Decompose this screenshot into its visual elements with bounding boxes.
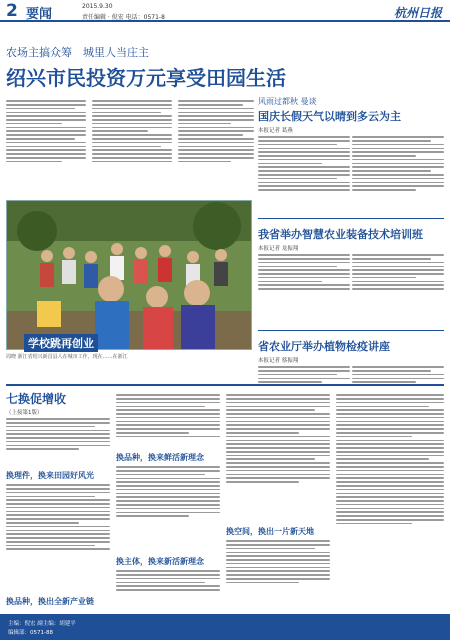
training-body-col2 (352, 252, 444, 292)
training-byline: 本报记者 龙振翔 (258, 246, 299, 252)
subhead-4: 换品种，换出全新产业链 (6, 597, 94, 606)
weather-body-col2 (352, 134, 444, 193)
subhead-2: 换品种，换来鲜活新理念 (116, 453, 204, 462)
quarantine-body-col2 (352, 364, 444, 385)
photo-tag: 学校跳再创业 (24, 334, 98, 352)
bottom-col2-mid (116, 464, 220, 519)
lead-photo (6, 200, 252, 350)
lead-body-col2 (92, 98, 172, 164)
subhead-3: 换主体，换来新活新理念 (116, 557, 204, 566)
footer-editors: 主编：倪宏 副主编：胡建平 (8, 621, 76, 627)
bottom-story-headline: 七换促增收 (6, 392, 67, 406)
quarantine-headline: 省农业厅举办植物检疫讲座 (258, 340, 390, 353)
weather-body-col1 (258, 134, 350, 193)
bottom-col2 (116, 392, 220, 440)
section-divider (6, 384, 444, 386)
bottom-col1-mid (6, 482, 110, 552)
bottom-col3 (226, 392, 330, 485)
issue-date: 2015.9.30 (82, 3, 113, 10)
footer-contact: 编辑部：0571-88 (8, 630, 53, 636)
page-number: 2 (6, 1, 18, 21)
section-title: 要闻 (26, 7, 53, 22)
bottom-col3-low (226, 538, 330, 586)
editor-line: 责任编辑 · 倪宏 电话：0571-8 (82, 14, 165, 21)
side-divider (258, 330, 444, 331)
lead-body-col1 (6, 98, 86, 164)
photo-caption: 周晓 浙江省绍兴新昌县人在城市工作，现在……在浙江 (6, 354, 128, 360)
lead-headline: 绍兴市民投资万元享受田园生活 (6, 66, 286, 90)
training-headline: 我省举办智慧农业装备技术培训班 (258, 228, 423, 241)
bottom-col1-top (6, 416, 110, 452)
bottom-story-byline: （上接第1版） (6, 410, 43, 416)
lead-body-col3 (178, 98, 254, 164)
side-divider (258, 218, 444, 219)
weather-byline: 本报记者 葛燕 (258, 128, 293, 134)
weather-headline: 国庆长假天气以晴到多云为主 (258, 110, 401, 123)
subhead-5: 换空间，换出一片新天地 (226, 527, 314, 536)
quarantine-byline: 本报记者 蔡振翔 (258, 358, 299, 364)
quarantine-body-col1 (258, 364, 350, 385)
masthead (0, 0, 450, 22)
training-body-col1 (258, 252, 350, 292)
paper-name: 杭州日报 (393, 6, 442, 20)
footer-bar (0, 614, 450, 640)
subhead-1: 换理件，换来田园好风光 (6, 471, 94, 480)
bottom-col2-low (116, 568, 220, 593)
lead-kicker: 农场主搞众筹 城里人当庄主 (6, 46, 149, 59)
bottom-col4 (336, 392, 444, 527)
side-tagline: 风雨过都秋 曼谈 (258, 97, 317, 106)
